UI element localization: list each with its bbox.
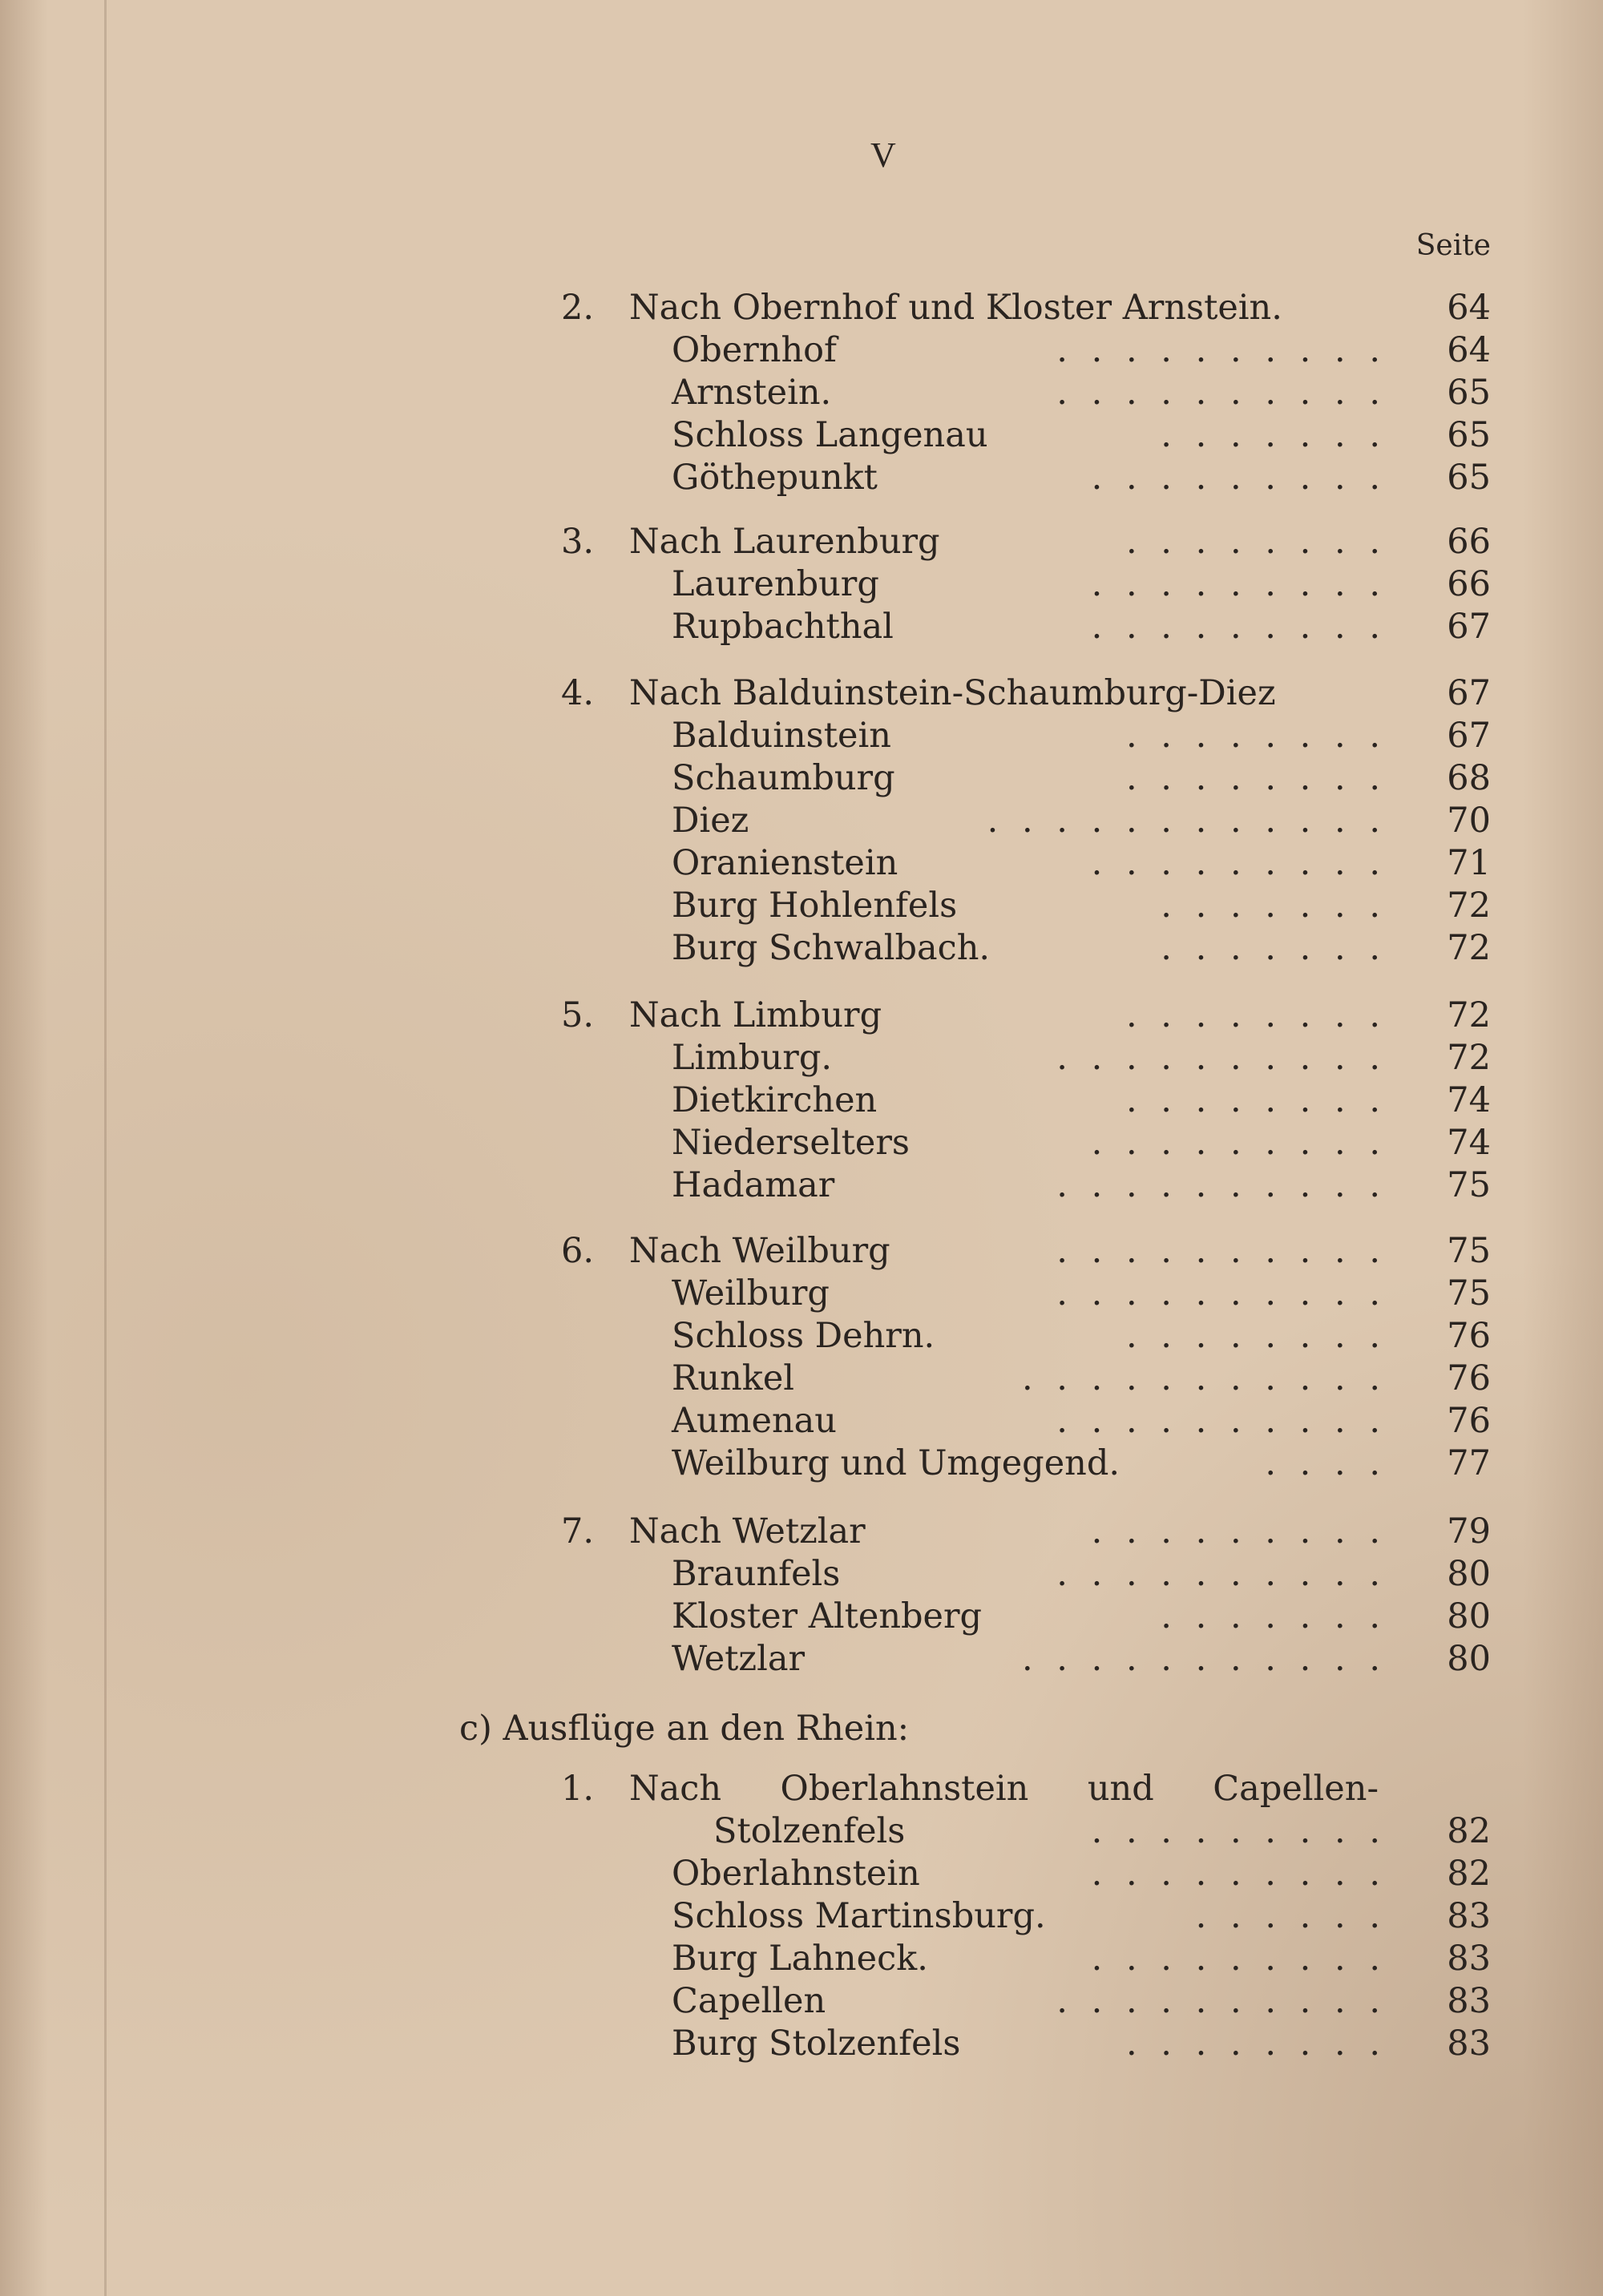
toc-entry xyxy=(0,1979,1603,2023)
toc-page: 71 xyxy=(1447,843,1491,883)
toc-entry-label: Kloster Altenberg xyxy=(672,1596,983,1636)
toc-entry xyxy=(0,841,1603,885)
toc-heading-row xyxy=(0,1229,1603,1273)
toc-page: 83 xyxy=(1447,1896,1491,1936)
toc-page: 72 xyxy=(1447,928,1491,968)
toc-page: 83 xyxy=(1447,1981,1491,2021)
toc-entry xyxy=(0,1314,1603,1358)
leader-dots: . . . . . . . xyxy=(1161,1596,1387,1636)
leader-dots: . . . . . . . . . . xyxy=(1056,1981,1387,2021)
toc-entry-label: Runkel xyxy=(672,1358,795,1398)
leader-dots: . . . . . . . . . xyxy=(1091,843,1387,883)
toc-entry xyxy=(0,371,1603,414)
leader-dots: . . . . . . . . . . xyxy=(1056,330,1387,370)
toc-entry-label: Niederselters xyxy=(672,1123,910,1163)
toc-page: 80 xyxy=(1447,1554,1491,1594)
toc-entry-label: Laurenburg xyxy=(672,564,879,604)
section-c-title: c) Ausflüge an den Rhein: xyxy=(459,1709,910,1749)
toc-entry-label: Arnstein. xyxy=(672,373,832,413)
toc-heading-row xyxy=(0,520,1603,563)
toc-page: 72 xyxy=(1447,886,1491,926)
toc-heading-word: Nach xyxy=(629,1769,722,1809)
toc-heading-cont: Stolzenfels xyxy=(713,1811,906,1851)
toc-entry-label: Schloss Langenau xyxy=(672,415,988,455)
toc-entry-label: Weilburg xyxy=(672,1273,830,1313)
toc-number: 6. xyxy=(561,1231,595,1271)
toc-entry xyxy=(0,456,1603,499)
toc-heading-row xyxy=(0,1767,1603,1810)
leader-dots: . . . . . . . . . . . xyxy=(1021,1639,1387,1679)
toc-entry xyxy=(0,1121,1603,1164)
toc-page: 80 xyxy=(1447,1596,1491,1636)
toc-entry xyxy=(0,1357,1603,1400)
leader-dots: . . . . . . . . xyxy=(1125,2024,1387,2064)
toc-entry xyxy=(0,414,1603,457)
leader-dots: . . . . . . . . . xyxy=(1091,1854,1387,1894)
toc-entry-label: Capellen xyxy=(672,1981,826,2021)
leader-dots: . . . . . . . . xyxy=(1125,522,1387,562)
toc-page: 75 xyxy=(1447,1273,1491,1313)
toc-number: 2. xyxy=(561,288,595,328)
leader-dots: . . . . xyxy=(1265,1443,1387,1483)
toc-page: 72 xyxy=(1447,1038,1491,1078)
leader-dots: . . . . . . . . . . xyxy=(1056,373,1387,413)
toc-entry xyxy=(0,1852,1603,1895)
leader-dots: . . . . . . . . xyxy=(1125,1080,1387,1120)
leader-dots: . . . . . . . . . . . xyxy=(1021,1358,1387,1398)
toc-entry xyxy=(0,884,1603,927)
leader-dots: . . . . . . . . . . xyxy=(1056,1165,1387,1205)
toc-page: 67 xyxy=(1447,607,1491,647)
toc-page: 75 xyxy=(1447,1165,1491,1205)
toc-entry xyxy=(0,1079,1603,1122)
toc-entry-label: Weilburg und Umgegend. xyxy=(672,1443,1120,1483)
toc-heading-word: Oberlahnstein xyxy=(780,1769,1029,1809)
toc-heading: Nach Obernhof und Kloster Arnstein. xyxy=(629,288,1282,328)
toc-page: 67 xyxy=(1447,673,1491,713)
toc-entry-label: Wetzlar xyxy=(672,1639,806,1679)
leader-dots: . . . . . . . . . . xyxy=(1056,1038,1387,1078)
toc-entry-label: Dietkirchen xyxy=(672,1080,878,1120)
toc-entry-label: Burg Schwalbach. xyxy=(672,928,991,968)
toc-entry-label: Braunfels xyxy=(672,1554,841,1594)
leader-dots: . . . . . . . . xyxy=(1125,995,1387,1035)
leader-dots: . . . . . . . . . . xyxy=(1056,1401,1387,1441)
leader-dots: . . . . . . . . . . xyxy=(1056,1273,1387,1313)
toc-heading-row xyxy=(0,1510,1603,1553)
leader-dots: . . . . . . . . . . xyxy=(1056,1554,1387,1594)
toc-heading: Nach Weilburg xyxy=(629,1231,890,1271)
leader-dots: . . . . . . . . xyxy=(1125,758,1387,798)
toc-page: 64 xyxy=(1447,288,1491,328)
toc-heading-word: und xyxy=(1087,1769,1154,1809)
toc-number: 3. xyxy=(561,522,595,562)
toc-number: 5. xyxy=(561,995,595,1035)
toc-page: 82 xyxy=(1447,1811,1491,1851)
toc-entry-label: Rupbachthal xyxy=(672,607,894,647)
leader-dots: . . . . . . . . . xyxy=(1091,458,1387,498)
toc-page: 77 xyxy=(1447,1443,1491,1483)
leader-dots: . . . . . . . xyxy=(1161,886,1387,926)
toc-page: 65 xyxy=(1447,458,1491,498)
leader-dots: . . . . . . . xyxy=(1161,415,1387,455)
toc-entry xyxy=(0,1272,1603,1315)
toc-heading: Nach Limburg xyxy=(629,995,882,1035)
leader-dots: . . . . . . . . . xyxy=(1091,1511,1387,1552)
toc-entry xyxy=(0,1442,1603,1485)
toc-entry xyxy=(0,1552,1603,1596)
toc-entry xyxy=(0,757,1603,800)
leader-dots: . . . . . . xyxy=(1195,1896,1387,1936)
toc-page: 83 xyxy=(1447,1939,1491,1979)
leader-dots: . . . . . . . . xyxy=(1125,1316,1387,1356)
toc-page: 76 xyxy=(1447,1358,1491,1398)
toc-page: 74 xyxy=(1447,1080,1491,1120)
toc-entry-label: Diez xyxy=(672,801,749,841)
toc-page: 74 xyxy=(1447,1123,1491,1163)
toc-entry-label: Oranienstein xyxy=(672,843,898,883)
toc-entry xyxy=(0,1637,1603,1681)
leader-dots: . . . . . . . . . xyxy=(1091,1123,1387,1163)
toc-heading-row xyxy=(0,286,1603,329)
toc-entry-label: Hadamar xyxy=(672,1165,835,1205)
leader-dots: . . . . . . . . . xyxy=(1091,607,1387,647)
toc-entry xyxy=(0,563,1603,606)
toc-entry-label: Schloss Martinsburg. xyxy=(672,1896,1046,1936)
toc-page: 67 xyxy=(1447,716,1491,756)
column-header-seite: Seite xyxy=(1415,229,1491,262)
toc-entry xyxy=(0,1399,1603,1443)
toc-page: 65 xyxy=(1447,373,1491,413)
toc-heading-continuation xyxy=(0,1810,1603,1853)
toc-entry-label: Limburg. xyxy=(672,1038,833,1078)
toc-entry-label: Burg Hohlenfels xyxy=(672,886,958,926)
toc-number: 4. xyxy=(561,673,595,713)
toc-entry-label: Aumenau xyxy=(672,1401,837,1441)
page-numeral: V xyxy=(870,135,898,175)
toc-heading: Nach Balduinstein-Schaumburg-Diez xyxy=(629,673,1276,713)
toc-entry xyxy=(0,799,1603,842)
toc-number: 1. xyxy=(561,1769,595,1809)
toc-entry xyxy=(0,1895,1603,1938)
toc-heading: Nach Wetzlar xyxy=(629,1511,866,1552)
toc-page: 79 xyxy=(1447,1511,1491,1552)
toc-heading: Nach Laurenburg xyxy=(629,522,940,562)
toc-page: 70 xyxy=(1447,801,1491,841)
toc-heading-row xyxy=(0,672,1603,715)
toc-entry xyxy=(0,605,1603,648)
toc-page: 75 xyxy=(1447,1231,1491,1271)
toc-entry-label: Oberlahnstein xyxy=(672,1854,920,1894)
toc-page: 80 xyxy=(1447,1639,1491,1679)
toc-entry xyxy=(0,329,1603,372)
toc-entry xyxy=(0,1164,1603,1207)
toc-heading-row xyxy=(0,994,1603,1037)
leader-dots: . . . . . . . . . xyxy=(1091,564,1387,604)
toc-page: 72 xyxy=(1447,995,1491,1035)
toc-entry xyxy=(0,714,1603,757)
toc-page: 64 xyxy=(1447,330,1491,370)
toc-entry-label: Burg Stolzenfels xyxy=(672,2024,961,2064)
leader-dots: . . . . . . . xyxy=(1161,928,1387,968)
leader-dots: . . . . . . . . . . xyxy=(1056,1231,1387,1271)
toc-entry-label: Burg Lahneck. xyxy=(672,1939,928,1979)
toc-page: 83 xyxy=(1447,2024,1491,2064)
toc-heading-justified xyxy=(629,1767,1379,1810)
toc-page: 76 xyxy=(1447,1316,1491,1356)
toc-section-heading xyxy=(0,1707,1603,1750)
toc-entry xyxy=(0,1036,1603,1079)
leader-dots: . . . . . . . . . xyxy=(1091,1811,1387,1851)
toc-entry-label: Schaumburg xyxy=(672,758,895,798)
toc-entry xyxy=(0,2022,1603,2065)
leader-dots: . . . . . . . . xyxy=(1125,716,1387,756)
toc-entry-label: Schloss Dehrn. xyxy=(672,1316,935,1356)
leader-dots: . . . . . . . . . xyxy=(1091,1939,1387,1979)
toc-entry xyxy=(0,1595,1603,1638)
toc-page: 66 xyxy=(1447,564,1491,604)
toc-entry xyxy=(0,1937,1603,1980)
toc-entry-label: Göthepunkt xyxy=(672,458,878,498)
toc-page: 82 xyxy=(1447,1854,1491,1894)
toc-heading-word: Capellen- xyxy=(1213,1769,1379,1809)
toc-page: 76 xyxy=(1447,1401,1491,1441)
toc-page: 68 xyxy=(1447,758,1491,798)
toc-page: 65 xyxy=(1447,415,1491,455)
toc-number: 7. xyxy=(561,1511,595,1552)
leader-dots: . . . . . . . . . . . . xyxy=(987,801,1387,841)
toc-entry-label: Obernhof xyxy=(672,330,837,370)
toc-entry xyxy=(0,926,1603,970)
toc-entry-label: Balduinstein xyxy=(672,716,891,756)
toc-page: 66 xyxy=(1447,522,1491,562)
